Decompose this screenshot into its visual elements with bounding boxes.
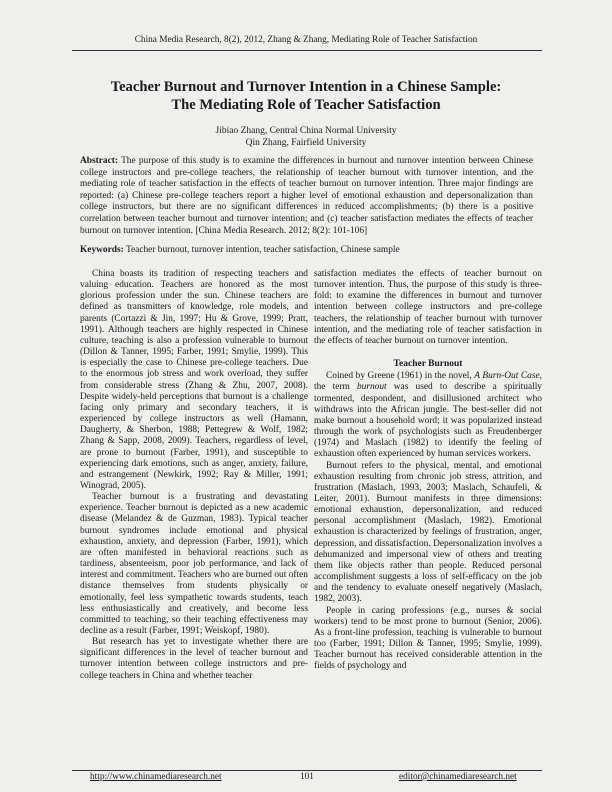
article-title <box>40 78 572 114</box>
header-divider <box>72 50 542 51</box>
text-span: Coined by Greene (1961) in the novel, <box>326 371 475 382</box>
abstract-text: The purpose of this study is to examine the differences in burnout and turnover intention between Chinese college instructors and pre-college teachers, the relationship of teacher burnout with turnover intention, and the mediating role of teacher satisfaction in the effects of teacher burnout on turnover intention. Three major findings are reported: (a) Chinese pre-college teachers report a higher level of emotional exhaustion and depersonalization than college instructors, but there are no significant differences in reduced accomplishments; (b) there is a positive correlation between teacher burnout and turnover intention; and (c) teacher satisfaction mediates the effects of teacher burnout on turnover intention. [China Media Research. 2012; 8(2): 101-106] <box>80 156 533 236</box>
left-column <box>80 269 308 682</box>
website-link[interactable]: http://www.chinamediaresearch.net <box>90 772 222 782</box>
book-title: A Burn-Out Case <box>474 371 540 382</box>
paragraph: China boasts its tradition of respecting teachers and valuing education. Teachers are honored as the most glorious profession under the sun. Chinese teachers are defined as transmitters of knowledge, role models, and parents (Cortazzi & Jin, 1997; Hu & Grove, 1999; Pratt, 1991). Although teachers are highly respected in Chinese culture, teaching is also a profession vulnerable to burnout (Dillon & Tanner, 1995; Farber, 1991; Smylie, 1999). This is especially the case to Chinese pre-college teachers. Due to the enormous job stress and work overload, they suffer from considerable stress (Zhang & Zhu, 2007, 2008). Despite widely-held perceptions that burnout is a challenge facing only primary and secondary teachers, it is experienced by college instructors as well (Hamann, Daugherty, & Sherbon, 1988; Pettegrew & Wolf, 1982; Zhang & Sapp, 2008, 2009). Teachers, regardless of level, are prone to burnout (Farber, 1991), and susceptible to experiencing dark emotions, such as anger, anxiety, failure, and estrangement (Newkirk, 1992; Ray & Miller, 1991; Winograd, 2005). <box>80 269 308 491</box>
author-block <box>0 125 612 149</box>
paragraph: Burnout refers to the physical, mental, and emotional exhaustion resulting from chronic job stress, attrition, and frustration (Maslach, 1993, 2003; Maslach, Schaufeli, & Leiter, 2001). Burnout manifests in three dimensions: emotional exhaustion, depersonalization, and reduced personal accomplishment (Maslach, 1982). Emotional exhaustion is characterized by feelings of frustration, anger, depression, and dissatisfaction. Depersonalization involves a dehumanized and impersonal view of others and treating them like objects rather than people. Reduced personal accomplishment suggests a loss of self-efficacy on the job and the tendency to evaluate oneself negatively (Maslach, 1982, 2003). <box>314 460 542 605</box>
title-line-1: Teacher Burnout and Turnover Intention in a Chinese Sample: <box>110 79 502 95</box>
page-number: 101 <box>300 772 314 782</box>
keywords-label: Keywords: <box>80 245 124 255</box>
footer-divider <box>72 770 542 771</box>
right-column <box>314 269 542 672</box>
paragraph: But research has yet to investigate whether there are significant differences in the level of teacher burnout and turnover intention between college instructors and pre-college teachers in China and whether teacher <box>80 637 308 681</box>
paragraph <box>314 371 542 460</box>
running-head: China Media Research, 8(2), 2012, Zhang & Zhang, Mediating Role of Teacher Satisfaction <box>134 35 478 45</box>
keywords-text: Teacher burnout, turnover intention, teacher satisfaction, Chinese sample <box>125 245 400 255</box>
paragraph: People in caring professions (e.g., nurses & social workers) tend to be most prone to burnout (Senior, 2006). As a front-line profession, teaching is vulnerable to burnout too (Farber, 1991; Dillon & Tanner, 1995; Smylie, 1999). Teacher burnout has received considerable attention in the fields of psychology and <box>314 605 542 672</box>
term: burnout <box>356 382 387 393</box>
text-span: was used to describe a spiritually tormented, despondent, and disillusioned architect who withdraws into the African jungle. The best-seller did not make burnout a household word; it was popularized instead through the work of psychologists such as Freudenberger (1974) and Maslach (1982) to identify the feeling of exhaustion often experienced by human services workers. <box>314 382 542 460</box>
paragraph: satisfaction mediates the effects of teacher burnout on turnover intention. Thus, the purpose of this study is three-fold: to examine the differences in burnout and turnover intention between college instructors and pre-college teachers, the relationship of teacher burnout with turnover intention, and the mediating role of teacher satisfaction in the effects of teacher burnout on turnover intention. <box>314 269 542 346</box>
abstract-label: Abstract: <box>80 156 119 166</box>
author-2: Qin Zhang, Fairfield University <box>245 138 367 148</box>
text-span: , the term <box>314 371 542 393</box>
keywords <box>80 245 533 257</box>
abstract <box>80 156 533 237</box>
paragraph: Teacher burnout is a frustrating and devastating experience. Teacher burnout is depicted as a new academic disease (Melandez & de Guzman, 1983). Typical teacher burnout syndromes include emotional and physical exhaustion, anxiety, and depression (Farber, 1991), which are often manifested in behavioral reactions such as tardiness, absenteeism, poor job performance, and lack of interest and commitment. Teachers who are burned out often distance themselves from students physically or emotionally, feel less sympathetic towards students, teach less enthusiastically and creatively, and become less committed to teaching, so their teaching effectiveness may decline as a result (Farber, 1991; Weiskopf, 1980). <box>80 492 308 636</box>
title-line-2: The Mediating Role of Teacher Satisfaction <box>171 97 441 113</box>
email-link[interactable]: editor@chinamediaresearch.net <box>399 772 517 782</box>
section-heading: Teacher Burnout <box>393 359 463 370</box>
author-1: Jibiao Zhang, Central China Normal University <box>215 126 397 136</box>
